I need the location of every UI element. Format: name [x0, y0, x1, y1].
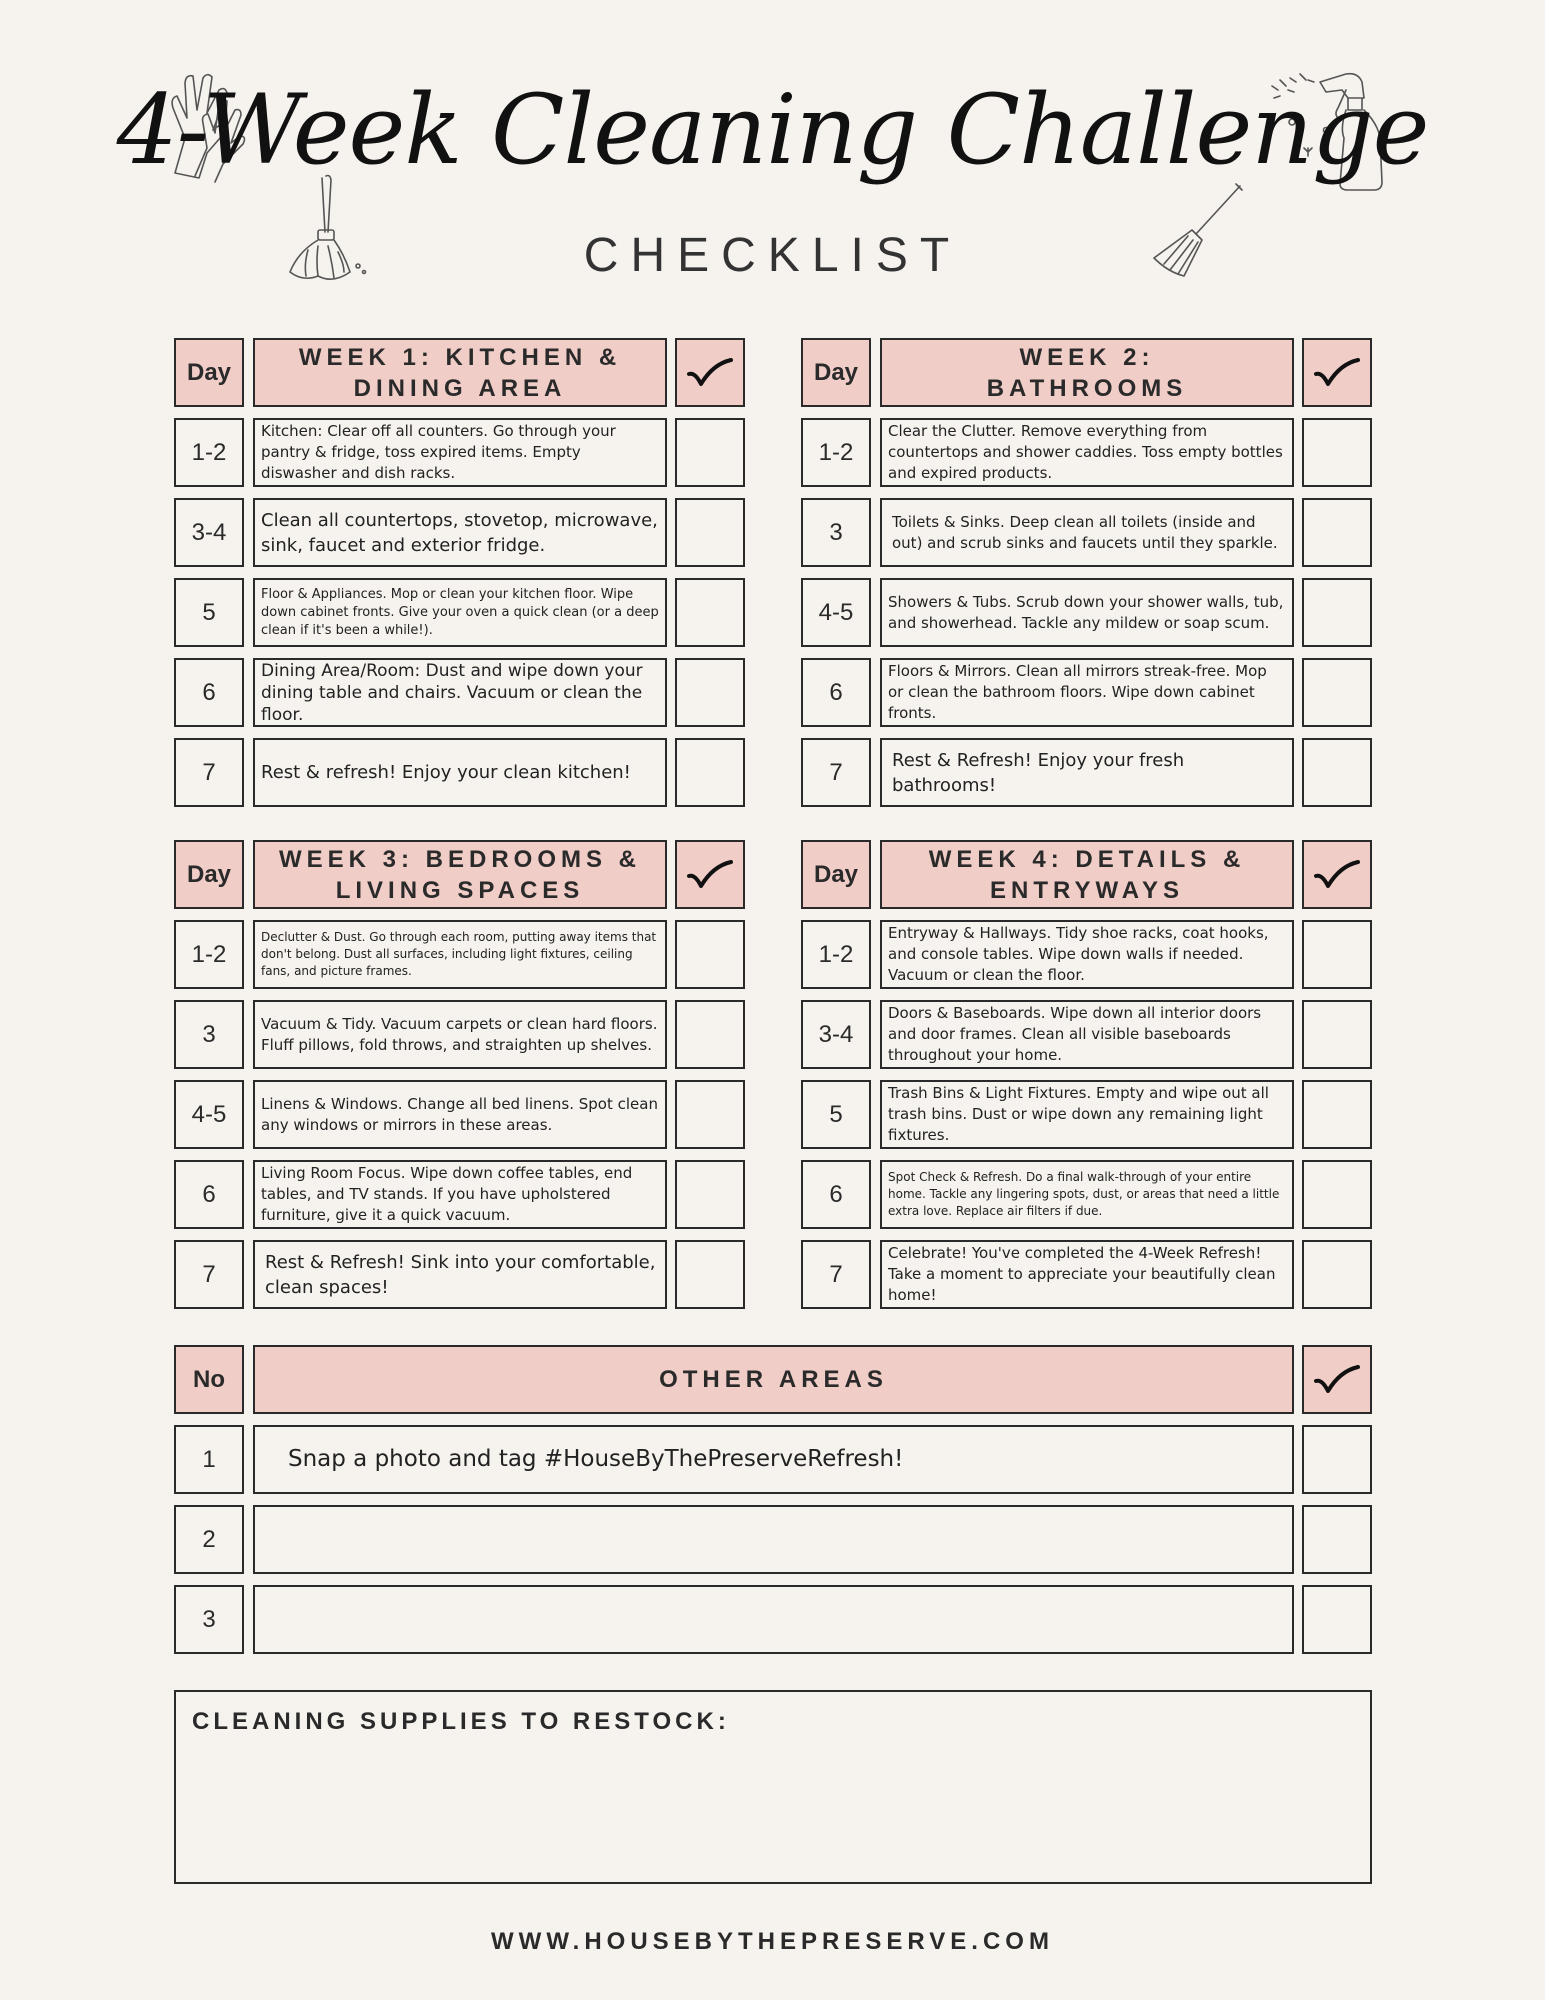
- task-text[interactable]: Snap a photo and tag #HouseByThePreserveRefresh!: [253, 1425, 1294, 1494]
- task-text: Vacuum & Tidy. Vacuum carpets or clean hard floors. Fluff pillows, fold throws, and straighten up shelves.: [253, 1000, 667, 1069]
- task-checkbox[interactable]: [675, 1080, 745, 1149]
- day-column-header: Day: [801, 338, 871, 407]
- task-text: Showers & Tubs. Scrub down your shower walls, tub, and showerhead. Tackle any mildew or soap scum.: [880, 578, 1294, 647]
- task-text: Spot Check & Refresh. Do a final walk-through of your entire home. Tackle any lingering spots, dust, or areas that need a little extra love. Replace air filters if due.: [880, 1160, 1294, 1229]
- day-number: 1-2: [174, 418, 244, 487]
- checkmark-icon: [1314, 358, 1360, 388]
- task-checkbox[interactable]: [1302, 1240, 1372, 1309]
- week-4-check-header: [1302, 840, 1372, 909]
- week-3-header: WEEK 3: BEDROOMS & LIVING SPACES: [253, 840, 667, 909]
- task-checkbox[interactable]: [675, 738, 745, 807]
- no-column-header: No: [174, 1345, 244, 1414]
- task-text: Floor & Appliances. Mop or clean your kitchen floor. Wipe down cabinet fronts. Give your oven a quick clean (or a deep clean if it's been a while!).: [253, 578, 667, 647]
- task-text: Doors & Baseboards. Wipe down all interior doors and door frames. Clean all visible baseboards throughout your home.: [880, 1000, 1294, 1069]
- task-checkbox[interactable]: [675, 418, 745, 487]
- task-checkbox[interactable]: [1302, 1080, 1372, 1149]
- task-checkbox[interactable]: [1302, 920, 1372, 989]
- task-checkbox[interactable]: [1302, 1160, 1372, 1229]
- day-number: 6: [174, 1160, 244, 1229]
- task-checkbox[interactable]: [1302, 578, 1372, 647]
- task-text: Rest & Refresh! Enjoy your fresh bathrooms!: [880, 738, 1294, 807]
- day-number: 5: [174, 578, 244, 647]
- day-column-header: Day: [174, 840, 244, 909]
- task-text: Clear the Clutter. Remove everything from countertops and shower caddies. Toss empty bottles and expired products.: [880, 418, 1294, 487]
- task-text: Trash Bins & Light Fixtures. Empty and wipe out all trash bins. Dust or wipe down any remaining light fixtures.: [880, 1080, 1294, 1149]
- task-checkbox[interactable]: [675, 920, 745, 989]
- week-2-header: WEEK 2: BATHROOMS: [880, 338, 1294, 407]
- day-number: 6: [801, 1160, 871, 1229]
- week-1-header: WEEK 1: KITCHEN & DINING AREA: [253, 338, 667, 407]
- day-number: 7: [174, 738, 244, 807]
- task-checkbox[interactable]: [1302, 498, 1372, 567]
- task-text: Linens & Windows. Change all bed linens. Spot clean any windows or mirrors in these areas.: [253, 1080, 667, 1149]
- day-number: 7: [801, 1240, 871, 1309]
- checkmark-icon: [687, 358, 733, 388]
- task-text: Rest & refresh! Enjoy your clean kitchen!: [253, 738, 667, 807]
- other-areas-header: OTHER AREAS: [253, 1345, 1294, 1414]
- task-text: Toilets & Sinks. Deep clean all toilets (inside and out) and scrub sinks and faucets until they sparkle.: [880, 498, 1294, 567]
- checkmark-icon: [1314, 860, 1360, 890]
- day-number: 4-5: [801, 578, 871, 647]
- task-checkbox[interactable]: [675, 1000, 745, 1069]
- page-subtitle: CHECKLIST: [583, 229, 962, 282]
- task-text: Declutter & Dust. Go through each room, putting away items that don't belong. Dust all surfaces, including light fixtures, ceiling fans, and picture frames.: [253, 920, 667, 989]
- task-text: Celebrate! You've completed the 4-Week Refresh! Take a moment to appreciate your beautifully clean home!: [880, 1240, 1294, 1309]
- task-text: Floors & Mirrors. Clean all mirrors streak-free. Mop or clean the bathroom floors. Wipe down cabinet fronts.: [880, 658, 1294, 727]
- day-number: 6: [174, 658, 244, 727]
- task-checkbox[interactable]: [675, 578, 745, 647]
- day-number: 1-2: [174, 920, 244, 989]
- task-checkbox[interactable]: [1302, 1585, 1372, 1654]
- row-number: 3: [174, 1585, 244, 1654]
- day-number: 3: [801, 498, 871, 567]
- task-checkbox[interactable]: [1302, 658, 1372, 727]
- day-number: 7: [801, 738, 871, 807]
- checkmark-icon: [687, 860, 733, 890]
- other-areas-check-header: [1302, 1345, 1372, 1414]
- week-3-check-header: [675, 840, 745, 909]
- supplies-box[interactable]: [174, 1690, 1372, 1884]
- supplies-label: CLEANING SUPPLIES TO RESTOCK:: [192, 1708, 730, 1735]
- week-4-header: WEEK 4: DETAILS & ENTRYWAYS: [880, 840, 1294, 909]
- task-checkbox[interactable]: [675, 1160, 745, 1229]
- row-number: 1: [174, 1425, 244, 1494]
- task-text: Kitchen: Clear off all counters. Go through your pantry & fridge, toss expired items. Empty diswasher and dish racks.: [253, 418, 667, 487]
- week-2-check-header: [1302, 338, 1372, 407]
- day-number: 1-2: [801, 920, 871, 989]
- task-text[interactable]: [253, 1585, 1294, 1654]
- day-number: 4-5: [174, 1080, 244, 1149]
- task-checkbox[interactable]: [1302, 1505, 1372, 1574]
- page-title: 4-Week Cleaning Challenge: [116, 74, 1429, 186]
- task-text: Clean all countertops, stovetop, microwave, sink, faucet and exterior fridge.: [253, 498, 667, 567]
- week-1-check-header: [675, 338, 745, 407]
- day-column-header: Day: [174, 338, 244, 407]
- task-checkbox[interactable]: [1302, 1425, 1372, 1494]
- checkmark-icon: [1314, 1365, 1360, 1395]
- task-checkbox[interactable]: [675, 1240, 745, 1309]
- day-column-header: Day: [801, 840, 871, 909]
- task-text: Entryway & Hallways. Tidy shoe racks, coat hooks, and console tables. Wipe down walls if needed. Vacuum or clean the floor.: [880, 920, 1294, 989]
- day-number: 1-2: [801, 418, 871, 487]
- task-text: Dining Area/Room: Dust and wipe down your dining table and chairs. Vacuum or clean the floor.: [253, 658, 667, 727]
- row-number: 2: [174, 1505, 244, 1574]
- day-number: 3: [174, 1000, 244, 1069]
- task-checkbox[interactable]: [1302, 418, 1372, 487]
- task-checkbox[interactable]: [675, 498, 745, 567]
- task-text[interactable]: [253, 1505, 1294, 1574]
- day-number: 5: [801, 1080, 871, 1149]
- day-number: 6: [801, 658, 871, 727]
- task-text: Living Room Focus. Wipe down coffee tables, end tables, and TV stands. If you have upholstered furniture, give it a quick vacuum.: [253, 1160, 667, 1229]
- day-number: 3-4: [801, 1000, 871, 1069]
- task-checkbox[interactable]: [675, 658, 745, 727]
- day-number: 3-4: [174, 498, 244, 567]
- task-text: Rest & Refresh! Sink into your comfortable, clean spaces!: [253, 1240, 667, 1309]
- task-checkbox[interactable]: [1302, 1000, 1372, 1069]
- day-number: 7: [174, 1240, 244, 1309]
- task-checkbox[interactable]: [1302, 738, 1372, 807]
- footer-url[interactable]: WWW.HOUSEBYTHEPRESERVE.COM: [491, 1928, 1054, 1955]
